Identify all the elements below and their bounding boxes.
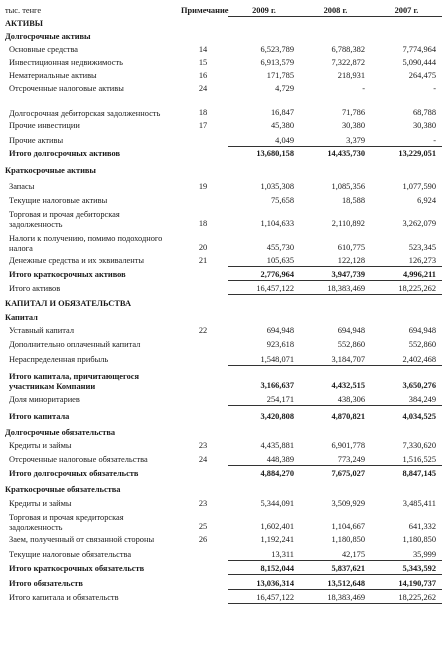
- value-2009-cell: 3,166,637: [228, 366, 300, 392]
- value-2008-cell: [300, 295, 371, 310]
- value-2009-cell: [228, 30, 300, 43]
- table-row: [2, 119, 442, 132]
- value-2008-cell: 438,306: [337, 394, 365, 404]
- value-2009-cell: [228, 160, 300, 177]
- table-row: [2, 452, 442, 466]
- value-2008-cell: -: [362, 84, 365, 94]
- row-label: Долгосрочная дебиторская задолженность: [9, 108, 161, 118]
- value-2007-cell: 4,034,525: [371, 406, 442, 423]
- row-label: Капитал: [5, 313, 38, 323]
- note-cell: 24: [198, 84, 208, 94]
- row-label: Итого краткосрочных активов: [9, 270, 126, 280]
- note-cell: 26: [198, 535, 208, 545]
- subsection-row: [2, 310, 442, 324]
- value-2007-cell: 14,190,737: [371, 575, 442, 590]
- subsection-row: [2, 423, 442, 439]
- value-2008-cell: 3,509,929: [331, 499, 365, 509]
- note-cell: [178, 267, 228, 281]
- value-2008-cell: 1,180,850: [331, 535, 365, 545]
- grand-row: [2, 281, 442, 295]
- row-label: Торговая и прочая дебиторская задолженность: [9, 210, 120, 229]
- note-cell: 22: [198, 326, 208, 336]
- row-label: Текущие налоговые обязательства: [9, 550, 132, 560]
- value-2007-cell: [371, 160, 442, 177]
- value-2007-cell: -: [433, 84, 436, 94]
- table-row: [2, 177, 442, 193]
- total-row: [2, 267, 442, 281]
- value-2009-cell: 105,635: [266, 255, 294, 265]
- row-label: Денежные средства и их эквиваленты: [9, 256, 144, 266]
- value-2007-cell: 35,999: [412, 549, 436, 559]
- table-row: [2, 337, 442, 351]
- table-row: [2, 95, 442, 119]
- value-2009-cell: 4,049: [275, 135, 294, 145]
- note-cell: [178, 466, 228, 480]
- value-2008-cell: 122,128: [337, 255, 365, 265]
- table-row: [2, 351, 442, 366]
- row-label: Отсроченные налоговые активы: [9, 84, 124, 94]
- note-cell: 14: [198, 45, 208, 55]
- table-row: [2, 207, 442, 230]
- value-2007-cell: [371, 310, 442, 324]
- value-2008-cell: [300, 310, 371, 324]
- total-row: [2, 147, 442, 160]
- value-2007-cell: 264,475: [408, 71, 436, 81]
- row-label: Доля миноритариев: [9, 395, 80, 405]
- note-cell: [178, 590, 228, 604]
- value-2009-cell: 16,457,122: [228, 590, 300, 604]
- value-2008-cell: [300, 30, 371, 43]
- section-row: [2, 295, 442, 310]
- row-label: АКТИВЫ: [5, 19, 44, 29]
- row-label: Краткосрочные активы: [5, 166, 96, 176]
- grand-row: [2, 590, 442, 604]
- note-cell: [178, 480, 228, 496]
- table-row: [2, 56, 442, 69]
- note-cell: 20: [198, 243, 208, 253]
- total-row: [2, 561, 442, 575]
- value-2007-cell: 6,924: [417, 196, 436, 206]
- value-2008-cell: 694,948: [337, 326, 365, 336]
- value-2007-cell: 2,402,468: [402, 354, 436, 364]
- row-label: Итого капитала и обязательств: [9, 593, 119, 603]
- row-label: Инвестиционная недвижимость: [9, 58, 123, 68]
- value-2009-cell: [228, 295, 300, 310]
- unit-label: тыс. тенге: [5, 6, 42, 16]
- note-cell: 15: [198, 58, 208, 68]
- value-2007-cell: 13,229,051: [371, 147, 442, 160]
- value-2008-cell: [300, 480, 371, 496]
- value-2008-cell: [300, 17, 371, 30]
- note-cell: [178, 160, 228, 177]
- value-2007-cell: 552,860: [408, 340, 436, 350]
- value-2009-cell: 45,380: [270, 121, 294, 131]
- value-2009-cell: 8,152,044: [228, 561, 300, 575]
- row-label: Долгосрочные обязательства: [5, 428, 116, 438]
- value-2009-cell: [228, 310, 300, 324]
- value-2009-cell: 2,776,964: [228, 267, 300, 281]
- value-2007-cell: 1,180,850: [402, 535, 436, 545]
- value-2009-cell: 1,548,071: [260, 354, 294, 364]
- value-2007-cell: -: [433, 135, 436, 145]
- value-2007-cell: 3,262,079: [402, 219, 436, 229]
- value-2009-cell: 13,680,158: [228, 147, 300, 160]
- note-cell: 24: [198, 455, 208, 465]
- value-2008-cell: 218,931: [337, 71, 365, 81]
- note-cell: [178, 546, 228, 561]
- table-row: [2, 496, 442, 510]
- note-column-header: Примечание: [181, 6, 229, 16]
- value-2009-cell: 923,618: [266, 340, 294, 350]
- row-label: Заем, полученный от связанной стороны: [9, 535, 155, 545]
- note-cell: [178, 351, 228, 366]
- value-2009-cell: [228, 480, 300, 496]
- table-header-row: [2, 0, 442, 17]
- value-2007-cell: 18,225,262: [371, 281, 442, 295]
- note-cell: [178, 193, 228, 207]
- value-2007-cell: 3,485,411: [402, 499, 436, 509]
- value-2007-cell: 126,273: [408, 255, 436, 265]
- section-row: [2, 17, 442, 30]
- value-2007-cell: 4,996,211: [371, 267, 442, 281]
- value-2008-cell: 18,588: [341, 196, 365, 206]
- value-2009-cell: 1,602,401: [260, 522, 294, 532]
- value-2007-cell: 68,788: [412, 108, 436, 118]
- subsection-row: [2, 30, 442, 43]
- value-2008-cell: 4,432,515: [300, 366, 371, 392]
- row-label: Торговая и прочая кредиторская задолженность: [9, 513, 124, 532]
- value-2009-cell: 13,311: [271, 549, 294, 559]
- value-2008-cell: 18,383,469: [300, 281, 371, 295]
- value-2007-cell: 1,077,590: [402, 182, 436, 192]
- row-label: Долгосрочные активы: [5, 32, 91, 42]
- year-2008-header: 2008 г.: [300, 0, 371, 17]
- value-2007-cell: 5,343,592: [371, 561, 442, 575]
- row-label: Дополнительно оплаченный капитал: [9, 340, 141, 350]
- row-label: Итого краткосрочных обязательств: [9, 564, 145, 574]
- value-2008-cell: 1,085,356: [331, 182, 365, 192]
- total-row: [2, 406, 442, 423]
- value-2009-cell: 3,420,808: [228, 406, 300, 423]
- value-2009-cell: [228, 17, 300, 30]
- note-cell: 19: [198, 182, 208, 192]
- value-2008-cell: 7,675,027: [300, 466, 371, 480]
- row-label: Итого обязательств: [9, 579, 83, 589]
- row-label: Итого капитала: [9, 412, 70, 422]
- value-2007-cell: 30,380: [412, 121, 436, 131]
- note-cell: [178, 392, 228, 406]
- year-2009-header: 2009 г.: [228, 0, 300, 17]
- row-label: Текущие налоговые активы: [9, 196, 108, 206]
- row-label: Прочие активы: [9, 136, 64, 146]
- value-2009-cell: 5,344,091: [260, 499, 294, 509]
- value-2008-cell: [300, 160, 371, 177]
- value-2007-cell: 7,330,620: [402, 441, 436, 451]
- value-2008-cell: 30,380: [341, 121, 365, 131]
- value-2008-cell: 1,104,667: [331, 522, 365, 532]
- value-2008-cell: 552,860: [337, 340, 365, 350]
- value-2009-cell: 455,730: [266, 243, 294, 253]
- row-label: Краткосрочные обязательства: [5, 485, 121, 495]
- value-2008-cell: 3,947,739: [300, 267, 371, 281]
- subsection-row: [2, 160, 442, 177]
- row-label: Итого активов: [9, 284, 61, 294]
- row-label: Кредиты и займы: [9, 441, 72, 451]
- value-2009-cell: 4,435,881: [260, 441, 294, 451]
- value-2008-cell: [300, 423, 371, 439]
- value-2007-cell: 3,650,276: [371, 366, 442, 392]
- note-cell: [178, 310, 228, 324]
- note-cell: [178, 406, 228, 423]
- table-row: [2, 43, 442, 56]
- value-2009-cell: 13,036,314: [228, 575, 300, 590]
- row-label: Прочие инвестиции: [9, 121, 80, 131]
- row-label: КАПИТАЛ И ОБЯЗАТЕЛЬСТВА: [5, 299, 132, 309]
- value-2009-cell: 1,104,633: [260, 219, 294, 229]
- value-2009-cell: [228, 423, 300, 439]
- table-row: [2, 254, 442, 267]
- balance-sheet-table: [2, 0, 442, 604]
- value-2008-cell: 3,184,707: [331, 354, 365, 364]
- note-cell: [178, 423, 228, 439]
- row-label: Итого долгосрочных активов: [9, 149, 121, 159]
- row-label: Налоги к получению, помимо подоходного налога: [9, 234, 163, 253]
- value-2007-cell: [371, 17, 442, 30]
- table-body: [2, 17, 442, 604]
- value-2009-cell: 694,948: [266, 326, 294, 336]
- note-cell: [178, 17, 228, 30]
- note-cell: 18: [198, 219, 208, 229]
- note-cell: 16: [198, 71, 208, 81]
- value-2009-cell: 16,847: [270, 108, 294, 118]
- value-2009-cell: 4,729: [275, 84, 294, 94]
- table-row: [2, 510, 442, 533]
- note-cell: [178, 281, 228, 295]
- note-cell: [178, 366, 228, 392]
- table-row: [2, 82, 442, 95]
- value-2008-cell: 6,901,778: [331, 441, 365, 451]
- table-row: [2, 132, 442, 147]
- value-2008-cell: 4,870,821: [300, 406, 371, 423]
- table-row: [2, 230, 442, 254]
- value-2007-cell: 1,516,525: [402, 454, 436, 464]
- note-cell: 25: [198, 522, 208, 532]
- value-2008-cell: 42,175: [341, 549, 365, 559]
- value-2008-cell: 6,788,382: [331, 45, 365, 55]
- value-2007-cell: [371, 295, 442, 310]
- row-label: Итого капитала, причитающегося участникам Компании: [9, 372, 140, 391]
- value-2007-cell: 7,774,964: [402, 45, 436, 55]
- value-2007-cell: [371, 480, 442, 496]
- value-2008-cell: 71,786: [341, 108, 365, 118]
- value-2007-cell: [371, 30, 442, 43]
- value-2008-cell: 14,435,730: [300, 147, 371, 160]
- table-row: [2, 439, 442, 452]
- note-cell: [178, 295, 228, 310]
- value-2008-cell: 18,383,469: [300, 590, 371, 604]
- value-2007-cell: 384,249: [408, 394, 436, 404]
- table-row: [2, 392, 442, 406]
- value-2008-cell: 5,837,621: [300, 561, 371, 575]
- value-2008-cell: 2,110,892: [331, 219, 365, 229]
- note-cell: [178, 147, 228, 160]
- value-2009-cell: 6,913,579: [260, 58, 294, 68]
- value-2007-cell: 8,847,145: [371, 466, 442, 480]
- value-2007-cell: 641,332: [408, 522, 436, 532]
- table-row: [2, 69, 442, 82]
- row-label: Отсроченные налоговые обязательства: [9, 455, 148, 465]
- table-row: [2, 533, 442, 546]
- value-2009-cell: 1,192,241: [260, 535, 294, 545]
- value-2007-cell: [371, 423, 442, 439]
- note-cell: [178, 132, 228, 147]
- value-2008-cell: 773,249: [337, 454, 365, 464]
- note-cell: 23: [198, 441, 208, 451]
- value-2007-cell: 694,948: [408, 326, 436, 336]
- year-2007-header: 2007 г.: [371, 0, 442, 17]
- value-2007-cell: 5,090,444: [402, 58, 436, 68]
- value-2009-cell: 16,457,122: [228, 281, 300, 295]
- total-row: [2, 466, 442, 480]
- value-2009-cell: 75,658: [270, 196, 294, 206]
- value-2009-cell: 6,523,789: [260, 45, 294, 55]
- value-2009-cell: 254,171: [266, 394, 294, 404]
- row-label: Запасы: [9, 182, 35, 192]
- value-2008-cell: 13,512,648: [300, 575, 371, 590]
- value-2007-cell: 18,225,262: [371, 590, 442, 604]
- value-2007-cell: 523,345: [408, 243, 436, 253]
- value-2008-cell: 7,322,872: [331, 58, 365, 68]
- note-cell: 23: [198, 499, 208, 509]
- row-label: Итого долгосрочных обязательств: [9, 469, 139, 479]
- row-label: Уставный капитал: [9, 326, 75, 336]
- table-row: [2, 193, 442, 207]
- note-cell: [178, 30, 228, 43]
- total-row: [2, 575, 442, 590]
- value-2009-cell: 171,785: [266, 71, 294, 81]
- value-2009-cell: 448,389: [266, 454, 294, 464]
- table-row: [2, 546, 442, 561]
- note-cell: [178, 337, 228, 351]
- row-label: Основные средства: [9, 45, 79, 55]
- note-cell: [178, 575, 228, 590]
- table-row: [2, 324, 442, 337]
- value-2008-cell: 3,379: [346, 135, 365, 145]
- row-label: Нераспределенная прибыль: [9, 355, 109, 365]
- total-row: [2, 366, 442, 392]
- row-label: Нематериальные активы: [9, 71, 97, 81]
- note-cell: 17: [198, 121, 208, 131]
- subsection-row: [2, 480, 442, 496]
- note-cell: 18: [198, 108, 208, 118]
- row-label: Кредиты и займы: [9, 499, 72, 509]
- value-2009-cell: 4,884,270: [228, 466, 300, 480]
- note-cell: 21: [198, 256, 208, 266]
- value-2009-cell: 1,035,308: [260, 182, 294, 192]
- value-2008-cell: 610,775: [337, 243, 365, 253]
- note-cell: [178, 561, 228, 575]
